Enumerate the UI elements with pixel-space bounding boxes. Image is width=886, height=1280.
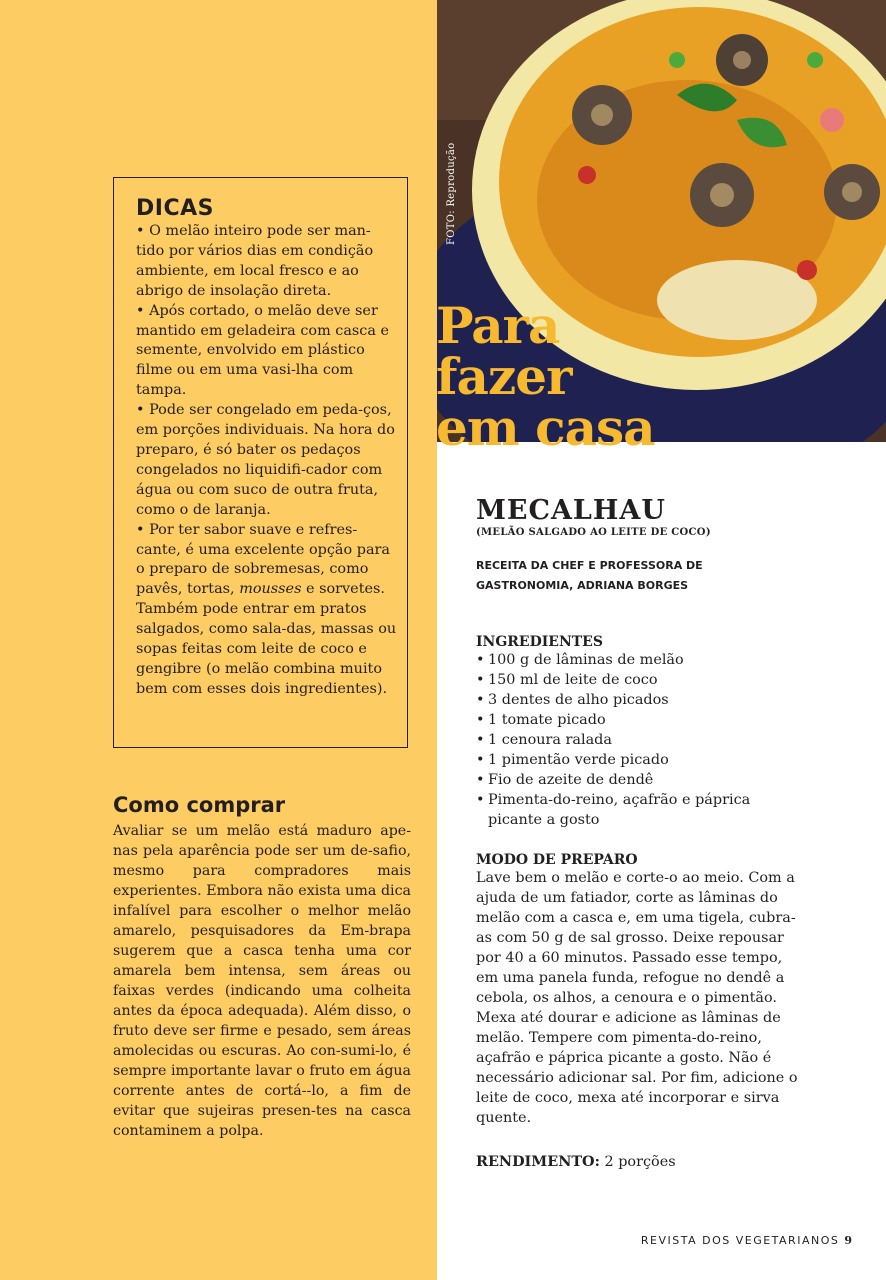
method-heading: MODO DE PREPARO xyxy=(476,852,638,868)
ingredient-item: • Fio de azeite de dendê xyxy=(476,772,654,788)
page-number: 9 xyxy=(844,1234,852,1247)
section-title-line: em casa xyxy=(436,398,655,457)
ingredient-item: • 150 ml de leite de coco xyxy=(476,672,658,688)
magazine-name-bold: VEGETARIANOS xyxy=(735,1234,840,1247)
recipe-yield xyxy=(476,1152,676,1172)
ingredients-list xyxy=(476,650,816,830)
tip-item: • O melão inteiro pode ser man-tido por vários dias em condição ambiente, em local fresco e ao abrigo de insolação direta. xyxy=(136,223,374,299)
page-footer xyxy=(641,1234,852,1247)
section-title xyxy=(436,296,655,457)
magazine-name: REVISTA DOS xyxy=(640,1234,736,1247)
recipe-title: MECALHAU xyxy=(476,495,666,526)
ingredient-item: • 1 tomate picado xyxy=(476,712,606,728)
ingredient-item: • Pimenta-do-reino, açafrão e páprica picante a gosto xyxy=(476,792,751,828)
tip-item: • Por ter sabor suave e refres-cante, é uma excelente opção para o preparo de sobremesas, como pavês, tortas, mousses e sorvetes. Também pode entrar em pratos salgados, como sala-das, massas ou sopas feitas com leite de coco e gengibre (o melão combina muito bem com esses dois ingredientes). xyxy=(136,521,397,697)
section-title-line: Para xyxy=(436,296,560,355)
how-to-buy-title: Como comprar xyxy=(113,793,286,817)
ingredient-item: • 3 dentes de alho picados xyxy=(476,692,669,708)
ingredient-item: • 100 g de lâminas de melão xyxy=(476,652,684,668)
how-to-buy-text: Avaliar se um melão está maduro ape-nas pela aparência pode ser um de-safio, mesmo para compradores mais experientes. Embora não exista uma dica infalível para escolher o melhor melão amarelo, pesquisadores da Em-brapa sugerem que a casca tenha uma cor amarela bem intensa, sem áreas ou faixas verdes (indicando uma colheita antes da época adequada). Além disso, o fruto deve ser firme e pesado, sem áreas amolecidas ou escuras. Ao con-sumi-lo, é sempre importante lavar o fruto em água corrente antes de cortá--lo, a fim de evitar que sujeiras presen-tes na casca contaminem a polpa. xyxy=(113,823,411,1139)
tip-item: • Pode ser congelado em peda-ços, em porções individuais. Na hora do preparo, é só bater os pedaços congelados no liquidifi-cador com água ou com suco de outra fruta, como o de laranja. xyxy=(136,402,395,518)
recipe-subtitle: (MELÃO SALGADO AO LEITE DE COCO) xyxy=(476,527,711,538)
yield-label: RENDIMENTO: xyxy=(476,1153,600,1170)
photo-credit: FOTO: Reprodução xyxy=(446,142,457,245)
tips-title: DICAS xyxy=(136,196,214,221)
ingredient-item: • 1 cenoura ralada xyxy=(476,732,612,748)
ingredients-heading: INGREDIENTES xyxy=(476,634,603,650)
ingredients-section xyxy=(476,634,816,830)
method-section xyxy=(476,852,806,1128)
method-text: Lave bem o melão e corte-o ao meio. Com a ajuda de um fatiador, corte as lâminas do melão com a casca e, em uma tigela, cubra-as com 50 g de sal grosso. Deixe repousar por 40 a 60 minutos. Passado esse tempo, em uma panela funda, refogue no dendê a cebola, os alhos, a cenoura e o pimentão. Mexa até dourar e adicione as lâminas de melão. Tempere com pimenta-do-reino, açafrão e páprica picante a gosto. Não é necessário adicionar sal. Por fim, adicione o leite de coco, mexa até incorporar e sirva quente. xyxy=(476,870,798,1126)
recipe-author: RECEITA DA CHEF E PROFESSORA DE GASTRONOMIA, ADRIANA BORGES xyxy=(476,559,703,592)
tips-text xyxy=(136,222,398,700)
tip-item: • Após cortado, o melão deve ser mantido em geladeira com casca e semente, envolvido em plástico filme ou em uma vasi-lha com tampa. xyxy=(136,302,390,399)
yield-value: 2 porções xyxy=(604,1154,676,1170)
ingredient-item: • 1 pimentão verde picado xyxy=(476,752,669,768)
section-title-line: fazer xyxy=(436,347,572,406)
